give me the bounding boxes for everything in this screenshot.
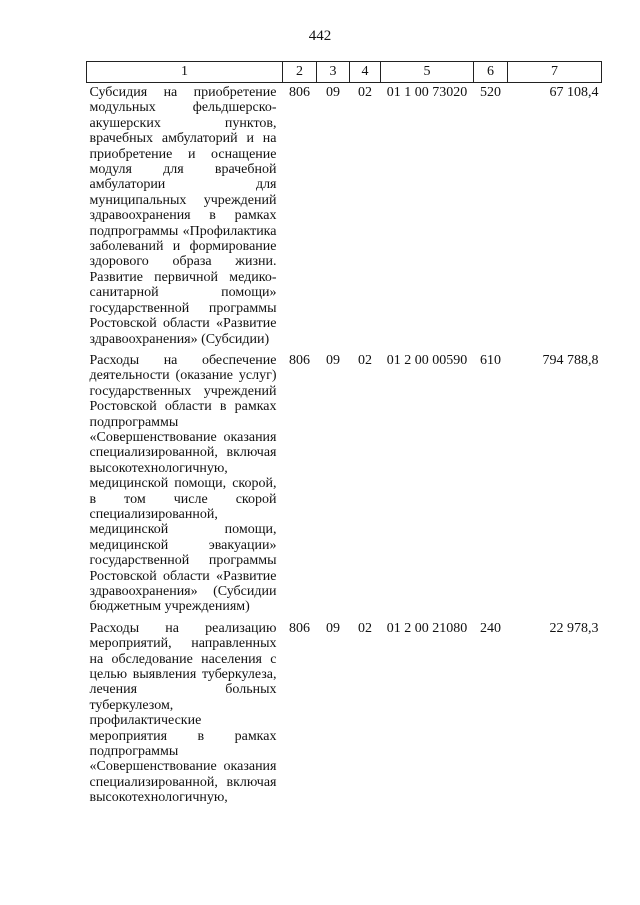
row-section-code: 09: [326, 85, 340, 100]
table-row: [87, 351, 602, 619]
column-header-4: 4: [350, 62, 381, 83]
row-expense-type: 610: [480, 352, 501, 368]
row-ministry-code: 806: [289, 85, 310, 100]
row-subsection-code: 02: [358, 352, 372, 368]
table-header-row: [87, 62, 602, 83]
row-section-code: 09: [326, 620, 340, 636]
budget-table: [86, 61, 602, 810]
row-description: Расходы на реализацию мероприятий, направленных на обследование населения с целью выявления туберкулеза, лечения больных туберкулезом, профилактические мероприятия в рамках подпрограммы «Совершенствование оказания специализированной, включая высокотехнологичную,: [89, 620, 277, 806]
row-description: Расходы на обеспечение деятельности (оказание услуг) государственных учреждений Ростовской области в рамках подпрограммы «Совершенствование оказания специализированной, включая высокотехнологичную, медицинской помощи, скорой, в том числе скорой специализированной, медицинской помощи, медицинской эвакуации» государственной программы Ростовской области «Развитие здравоохранения» (Субсидии бюджетным учреждениям): [89, 352, 277, 615]
row-target-article: 01 2 00 00590: [386, 352, 468, 368]
row-amount: 794 788,8: [542, 352, 599, 368]
row-subsection-code: 02: [358, 620, 372, 636]
row-expense-type: 240: [480, 620, 501, 636]
column-header-7: 7: [508, 62, 602, 83]
row-target-article: 01 2 00 21080: [386, 620, 468, 636]
column-header-6: 6: [474, 62, 508, 83]
row-subsection-code: 02: [358, 85, 372, 100]
column-header-1: 1: [87, 62, 283, 83]
row-section-code: 09: [326, 352, 340, 368]
column-header-3: 3: [317, 62, 350, 83]
column-header-2: 2: [283, 62, 317, 83]
column-header-5: 5: [381, 62, 474, 83]
row-amount: 67 108,4: [549, 85, 599, 100]
table-row: [87, 619, 602, 810]
row-ministry-code: 806: [289, 352, 310, 368]
page-number: 442: [308, 28, 332, 44]
row-ministry-code: 806: [289, 620, 310, 636]
table-row: [87, 83, 602, 351]
row-expense-type: 520: [480, 85, 501, 100]
row-amount: 22 978,3: [549, 620, 599, 636]
row-description: Субсидия на приобретение модульных фельдшерско-акушерских пунктов, врачебных амбулаторий и на приобретение и оснащение модуля для врачебной амбулатории для муниципальных учреждений здравоохранения в рамках подпрограммы «Профилактика заболеваний и формирование здорового образа жизни. Развитие первичной медико-санитарной помощи» государственной программы Ростовской области «Развитие здравоохранения» (Субсидии): [89, 85, 277, 347]
row-target-article: 01 1 00 73020: [386, 85, 468, 100]
